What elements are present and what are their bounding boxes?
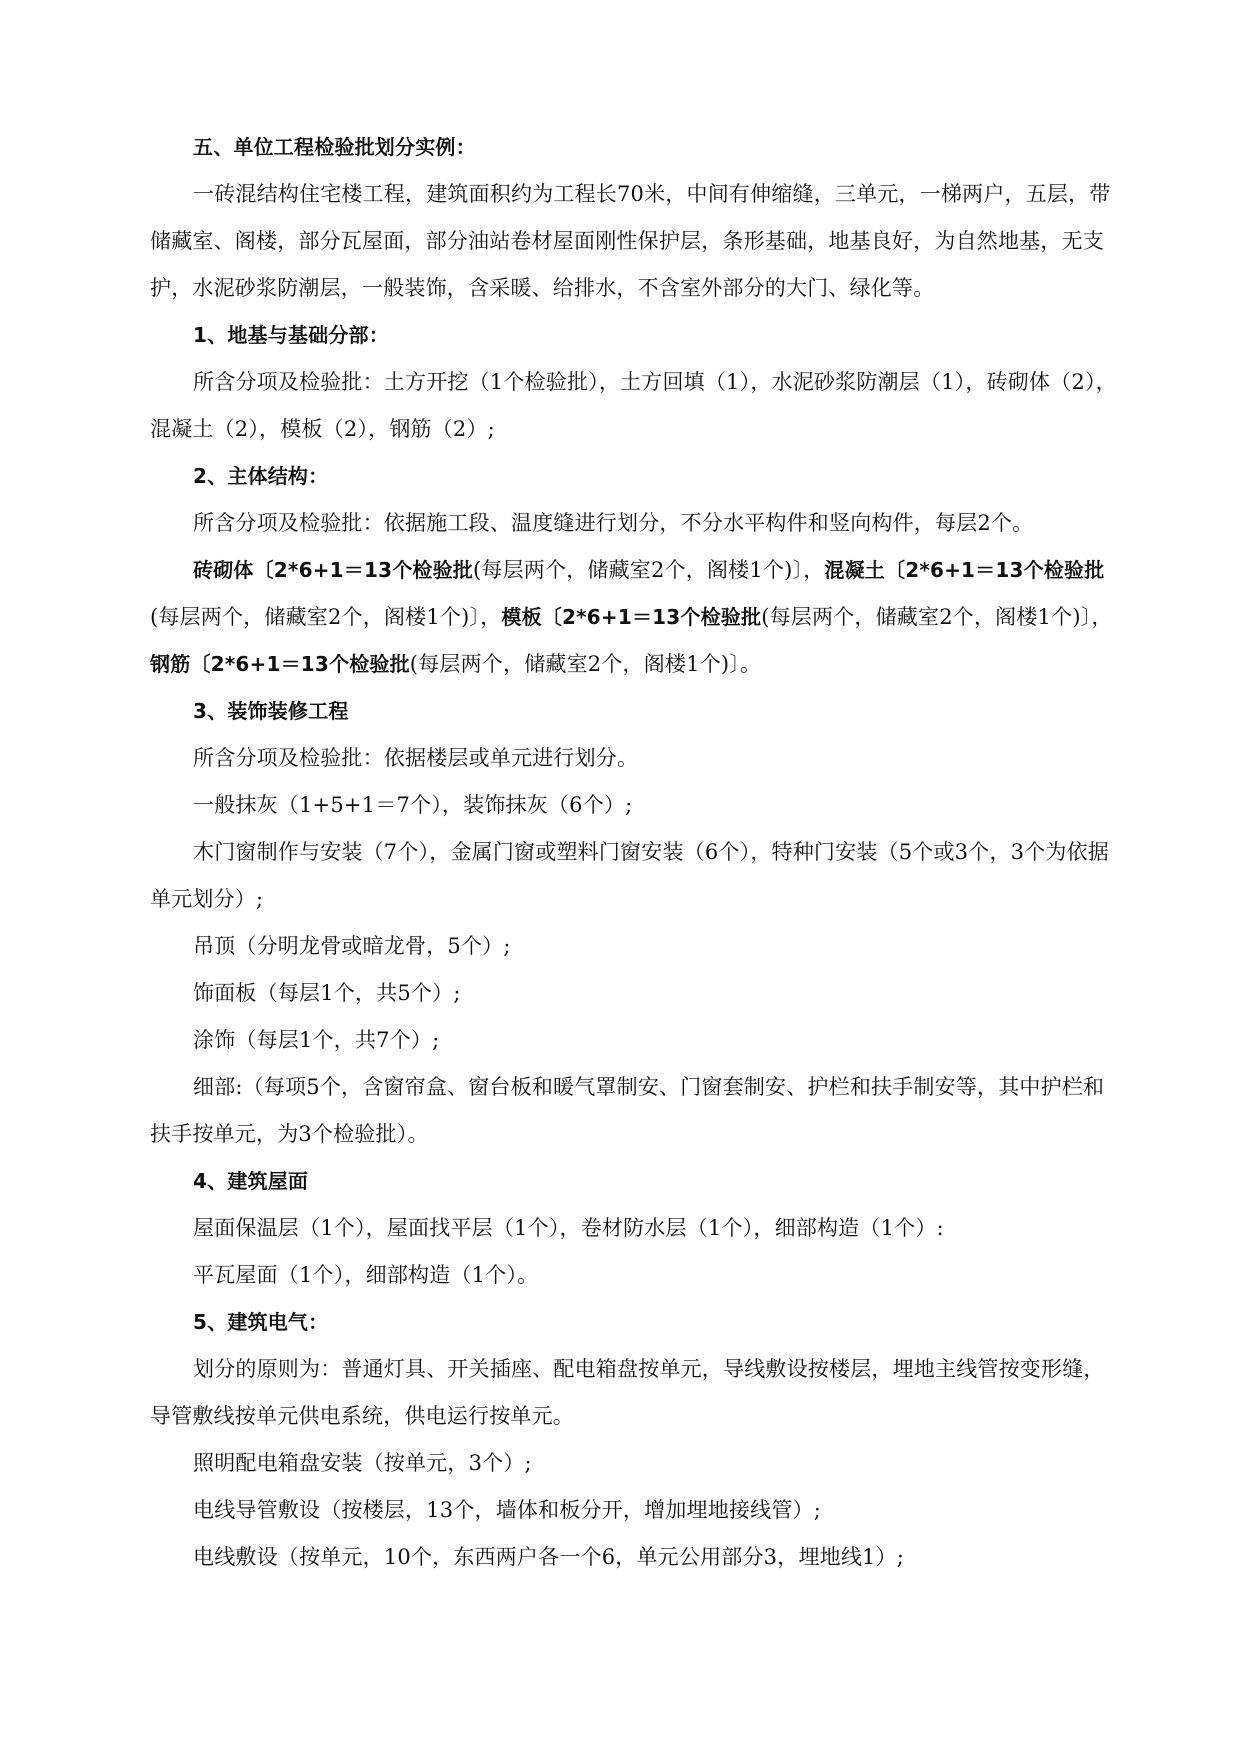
section-3-item-coating: 涂饰（每层1个，共7个）; — [193, 1028, 440, 1052]
masonry-note: (每层两个，储藏室2个，阁楼1个)〕， — [473, 558, 825, 582]
intro-paragraph: 一砖混结构住宅楼工程，建筑面积约为工程长70米，中间有伸缩缝，三单元，一梯两户，五层，带储藏室、阁楼，部分瓦屋面，部分油站卷材屋面刚性保护层，条形基础，地基良好，为自然地基，无支护，水泥砂浆防潮层，一般装饰，含采暖、给排水，不含室外部分的大门、绿化等。 — [150, 182, 1111, 300]
section-heading-main: 五、单位工程检验批划分实例： — [193, 135, 476, 159]
section-3-title: 3、装饰装修工程 — [193, 699, 349, 723]
section-5-item-conduit: 电线导管敷设（按楼层，13个，墙体和板分开，增加埋地接线管）; — [193, 1498, 821, 1522]
section-3-item-facing-panel: 饰面板（每层1个，共5个）; — [193, 981, 461, 1005]
section-5-title: 5、建筑电气： — [193, 1310, 329, 1334]
section-5-item-distribution-box: 照明配电箱盘安装（按单元，3个）; — [193, 1451, 532, 1475]
section-2-text: 所含分项及检验批：依据施工段、温度缝进行划分，不分水平构件和竖向构件，每层2个。 — [193, 511, 1034, 535]
concrete-note: (每层两个，储藏室2个，阁楼1个)〕， — [150, 605, 502, 629]
document-body — [150, 124, 1118, 1581]
section-1-title: 1、地基与基础分部： — [193, 323, 389, 347]
masonry-batches: 砖砌体〔2*6+1＝13个检验批 — [193, 558, 473, 582]
rebar-note: (每层两个，储藏室2个，阁楼1个)〕。 — [409, 652, 762, 676]
concrete-batches: 混凝土〔2*6+1＝13个检验批 — [824, 558, 1105, 582]
section-3-text: 所含分项及检验批：依据楼层或单元进行划分。 — [193, 746, 639, 770]
section-1-text: 所含分项及检验批：土方开挖（1个检验批），土方回填（1），水泥砂浆防潮层（1），砖砌体（2），混凝土（2），模板（2），钢筋（2）; — [150, 370, 1117, 441]
rebar-batches: 钢筋〔2*6+1＝13个检验批 — [150, 652, 410, 676]
section-2-batches — [150, 547, 1118, 688]
formwork-batches: 模板〔2*6+1＝13个检验批 — [501, 605, 762, 629]
section-3-item-details: 细部:（每项5个，含窗帘盒、窗台板和暖气罩制安、门窗套制安、护栏和扶手制安等，其中护栏和扶手按单元，为3个检验批）。 — [150, 1075, 1105, 1146]
section-5-text: 划分的原则为：普通灯具、开关插座、配电箱盘按单元，导线敷设按楼层，埋地主线管按变形缝，导管敷线按单元供电系统，供电运行按单元。 — [150, 1357, 1105, 1428]
section-3-item-ceiling: 吊顶（分明龙骨或暗龙骨，5个）; — [193, 934, 511, 958]
formwork-note: (每层两个，储藏室2个，阁楼1个)〕， — [761, 605, 1113, 629]
section-4-item-tile-roof: 平瓦屋面（1个），细部构造（1个）。 — [193, 1263, 539, 1287]
section-2-title: 2、主体结构： — [193, 464, 329, 488]
section-5-item-wiring: 电线敷设（按单元，10个，东西两户各一个6，单元公用部分3，埋地线1）; — [193, 1545, 905, 1569]
section-4-title: 4、建筑屋面 — [193, 1169, 309, 1193]
section-3-item-doors-windows: 木门窗制作与安装（7个），金属门窗或塑料门窗安装（6个），特种门安装（5个或3个，3个为依据单元划分）; — [150, 840, 1110, 911]
section-3-item-plaster: 一般抹灰（1+5+1＝7个），装饰抹灰（6个）; — [193, 793, 633, 817]
section-4-item-roof-layers: 屋面保温层（1个），屋面找平层（1个），卷材防水层（1个），细部构造（1个）: — [193, 1216, 944, 1240]
